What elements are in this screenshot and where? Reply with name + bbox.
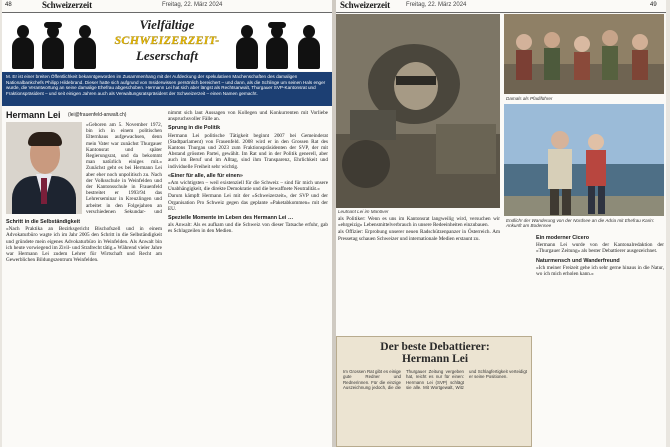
reader-silhouette-icon: [42, 25, 64, 69]
page-number: 49: [650, 2, 657, 8]
article-column-1-bottom: [6, 216, 162, 444]
reader-silhouette-icon: [74, 25, 96, 69]
article-text: «Nach Praktika an Bezirksgericht Bischofszell und in einem Advokaturbüro wagte ich im Jahr 2005 den Schritt in die Selbständigkeit und gründete mein eigenes Advokaturbüro in Weinfelden. Als Anwalt bin ich heute vorwiegend im Zivil- und Strafrecht tätig.» Während vieler Jahre war Hermann Lei zudem Lehrer für Wirtschaft und Recht am Gewerblichen Bildungszentrum Weinfelden.: [6, 226, 162, 264]
article-text: als Anwalt: Als es aufkam und die Schweiz von dieser Tatsache erfuhr, gab es Schlagzeilen in den Medien.: [168, 222, 328, 235]
banner-title-line3: Leserschaft: [135, 48, 199, 63]
left-page-header: [2, 0, 332, 13]
article-column-2: [168, 110, 328, 444]
reader-silhouette-icon: [12, 25, 34, 69]
section-heading: Sprung in die Politik: [168, 125, 221, 132]
section-heading: Ein moderner Cicero: [536, 235, 590, 241]
lead-paragraph: M. Er ist einer breiten Öffentlichkeit bekanntgeworden im Zusammenhang mit der Aufdeckung der spekulativen Machenschaften des damaligen Nationalbankchefs Philipp Hildebrand. Dieser hatte sich aufgrund von Insiderwissen persönlich bereichert – und dann, als die Schlinge um seinen Hals enger wurde, die Verantwortung an seine damalige Ehefrau abgeschoben. Hermann Lei hat sich aber längst als Rechtsanwalt, Thurgauer SVP-Kantonsrat und Fraktionspräsident – und seit einigen Jahren auch als Verwaltungsratspräsident der Schweizerzeit – einen Namen gemacht.: [2, 72, 332, 106]
right-page-text-left: [338, 216, 500, 334]
article-text: Hermann Lei wurde von der Kantonalredaktion der «Thurgauer Zeitung» als bester Debattierer ausgezeichnet.: [536, 242, 664, 255]
masthead: Schweizerzeit: [42, 0, 92, 10]
section-heading: Naturmensch und Wanderfreund: [536, 257, 620, 264]
series-banner: [2, 13, 332, 71]
banner-title: [108, 17, 226, 64]
right-page-header: [336, 0, 666, 13]
article-text: nimmt sich laut Aussagen von Kollegen und Konkurrenten mit Vorliebe anspruchsvoller Fälle an.: [168, 110, 328, 123]
author-email: (lei@frauenfeld-anwalt.ch): [68, 112, 127, 118]
photo-caption: Leutnant Lei im Manöver: [338, 209, 389, 214]
author-name: Hermann Lei: [6, 110, 61, 120]
article-text: als Politiker: Wenn es uns im Kantonsrat langweilig wird, versuchen wir «ehrgeizig» Lebensmittelverbrauch in unsere Redeeinheiten einzubauen.: [338, 216, 500, 229]
section-heading: Spezielle Momente im Leben des Hermann Lei …: [168, 215, 294, 222]
clipping-title-line2: Hermann Lei: [401, 353, 469, 365]
banner-title-line1: Vielfältige: [139, 17, 195, 32]
photo-caption: Endlich! der Wanderung von der Nordsee an die Adria mit Ehefrau Karin: Ankunft am Bodensee: [506, 218, 655, 229]
reader-silhouette-icon: [236, 25, 258, 69]
scouts-photo: [504, 14, 664, 94]
section-heading: Schritt in die Selbständigkeit: [6, 219, 80, 225]
article-text: «Ich meiner Freizeit gehe ich sehr gerne hinaus in die Natur, wo ich mich erholen kann.»: [536, 264, 664, 278]
reader-silhouette-icon: [298, 25, 320, 69]
section-heading: «Einer für alle, alle für einen»: [168, 172, 243, 179]
banner-title-line2: SCHWEIZERZEIT-: [114, 33, 220, 47]
issue-date: Freitag, 22. März 2024: [162, 2, 223, 8]
issue-date: Freitag, 22. März 2024: [406, 2, 467, 8]
article-text: «Geboren am 5. November 1972, bin ich in einem politischen Elternhaus aufgewachsen, denn mein Vater war zunächst Thurgauer Kantonsrat und später Regierungsrat, und da bekommt man natürlich einiges mit.» Zunächst geht es bei Hermann Lei aber eher noch unpolitisch zu. Nach der Volksschule in Weinfelden und der Kantonsschule in Frauenfeld bestreitet er 1993/94 das Lehrerseminar in Kreuzlingen und arbeitet in den Folgejahren an verschiedenen Sekundar- und: [86, 122, 162, 214]
article-text: «Am wichtigsten – weil existenziell für die Schweiz – sind für mich unsere Unabhängigkeit, die direkte Demokratie und die bewaffnete Neutralität.»: [168, 180, 328, 193]
author-portrait: [6, 122, 82, 214]
military-photo: [336, 14, 500, 208]
masthead: Schweizerzeit: [340, 0, 390, 10]
article-text: Darum kämpft Hermann Lei mit der «Schweizerzeit», der SVP und der Organisation Pro Schweiz gegen das geplante «Paketabkommen» mit der EU.: [168, 193, 328, 212]
article-text: Hermann Lei politische Tätigkeit beginnt 2007 bei Gemeinderat (Stadtparlament) von Frauenfeld. 2008 wird er in den Grossen Rat des Kantons Thurgau und 2023 zum Fraktionspräsidenten der SVP, der mit Abstand grössten Partei, gewählt. Im Rat und in der Politik generell, aber auch im Beruf und im Alltag, sind ihm Transparenz, Ehrlichkeit und individuelle Freiheit sehr wichtig.: [168, 132, 328, 170]
article-column-1-top: [86, 122, 162, 214]
photo-caption: Damals als Pfadiführer: [506, 96, 553, 101]
clipping-text: Im Grossen Rat gibt es einige gute Redner und Rednerinnen. Für die einzige Auszeichnung jedoch, die die Thurgauer Zeitung vergeben hat, reicht es nur für einen: Hermann Lei (SVP) schlägt sie alle. Mit Wortgewalt, Witz und Schlagfertigkeit verteidigt er seine Positionen.: [343, 369, 527, 391]
debater-clipping: [336, 336, 532, 447]
article-text: als Offizier: Erprobung unserer neuen Radschützenpanzer in Österreich. Am Pressetag schauen Schweizer und internationale Medien erstaunt zu.: [338, 229, 500, 242]
hike-photo: [504, 104, 664, 216]
page-number: 48: [5, 2, 12, 8]
clipping-title-line1: Der beste Debattierer:: [380, 341, 490, 353]
right-page-text-right: [536, 232, 664, 444]
clipping-title: [337, 341, 533, 365]
reader-silhouette-icon: [266, 25, 288, 69]
right-page: [336, 0, 666, 447]
left-page: [2, 0, 332, 447]
